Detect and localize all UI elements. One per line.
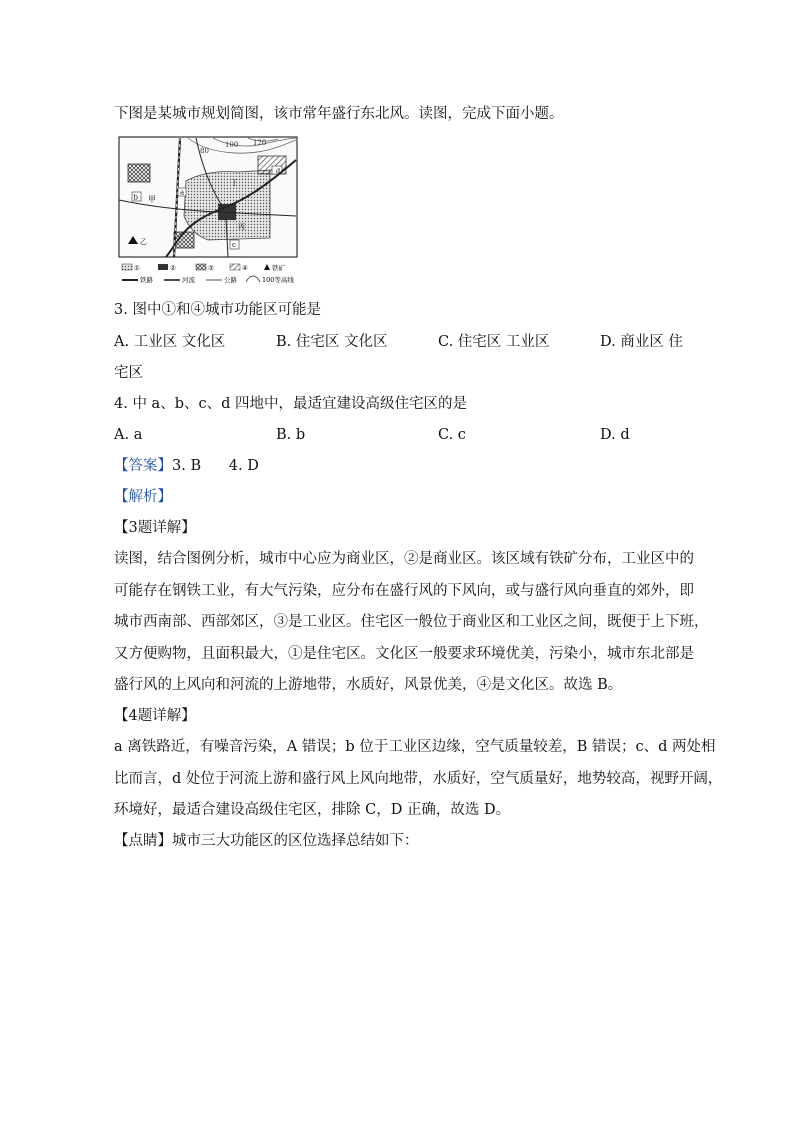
city-planning-map: [118, 136, 304, 286]
label-a: a: [180, 188, 185, 197]
legend-river: 河流: [182, 276, 195, 284]
label-jia: 甲: [148, 195, 156, 204]
analysis-tag: 【解析】: [114, 489, 172, 505]
q3-detail-line: 盛行风的上风向和河流的上游地带，水质好，风景优美，④是文化区。故选 B。: [114, 677, 623, 693]
q3-option-d-wrap: 宅区: [114, 365, 143, 381]
tip-text: 城市三大功能区的区位选择总结如下：: [172, 833, 419, 849]
q4-option-b: B. b: [276, 427, 306, 443]
q4-detail-line: 比而言，d 处位于河流上游和盛行风上风向地带，水质好，空气质量好，地势较高，视野开阔，: [114, 771, 723, 787]
q3-option-d: D. 商业区 住: [600, 334, 683, 350]
q3-detail-line: 城市西南部、西部郊区，③是工业区。住宅区一般位于商业区和工业区之间，既便于上下班，: [114, 614, 709, 630]
label-d: d: [276, 167, 281, 175]
contour-label-120: 120: [253, 139, 267, 147]
q4-stem: 4. 中 a、b、c、d 四地中，最适宜建设高级住宅区的是: [114, 396, 467, 412]
industrial-area-west: [128, 164, 150, 182]
q3-detail-line: 又方便购物，且面积最大，①是住宅区。文化区一般要求环境优美，污染小，城市东北部是: [114, 646, 694, 662]
q3-option-c: C. 住宅区 工业区: [438, 334, 550, 350]
q3-detail-tag: 【3题详解】: [114, 520, 196, 536]
answer-tag: 【答案】: [114, 458, 172, 474]
legend-iron: 铁矿: [272, 264, 285, 272]
q3-detail-line: 可能存在钢铁工业，有大气污染，应分布在盛行风的下风向，或与盛行风向垂直的郊外，即: [114, 583, 694, 599]
label-bing: 丙: [238, 223, 245, 231]
q3-option-a: A. 工业区 文化区: [114, 334, 226, 350]
contour-label-80: 80: [200, 147, 209, 155]
contour-label-100: 100: [225, 141, 239, 149]
legend-3: ③: [208, 264, 214, 272]
q3-stem: 3. 图中①和④城市功能区可能是: [114, 302, 321, 318]
q3-detail-line: 读图，结合图例分析，城市中心应为商业区，②是商业区。该区域有铁矿分布，工业区中的: [114, 551, 694, 567]
legend-2: ②: [170, 264, 176, 272]
tip-line: [114, 831, 419, 851]
q4-option-a: A. a: [114, 427, 143, 443]
legend-highway: 公路: [224, 276, 237, 284]
legend-1: ①: [134, 264, 140, 272]
q4-option-c: C. c: [438, 427, 466, 443]
label-b: b: [133, 193, 138, 202]
answer-text: 3. B 4. D: [172, 458, 259, 474]
label-c: c: [232, 241, 236, 249]
legend-railway: 铁路: [140, 276, 153, 284]
legend-4: ④: [242, 264, 248, 272]
tip-tag: 【点睛】: [114, 833, 172, 849]
legend-contour: 100等高线: [262, 276, 294, 284]
q4-option-d: D. d: [600, 427, 630, 443]
q4-detail-line: a 离铁路近，有噪音污染，A 错误；b 位于工业区边缘，空气质量较差，B 错误；c、d 两处相: [114, 739, 716, 755]
q3-option-b: B. 住宅区 文化区: [276, 334, 388, 350]
intro-text: 下图是某城市规划简图，该市常年盛行东北风。读图，完成下面小题。: [114, 106, 564, 122]
answer-line: [114, 456, 259, 476]
label-yi: 乙: [140, 238, 147, 246]
label-ding: 丁: [231, 179, 238, 187]
q4-detail-tag: 【4题详解】: [114, 708, 196, 724]
q4-detail-line: 环境好，最适合建设高级住宅区，排除 C，D 正确，故选 D。: [114, 802, 511, 818]
